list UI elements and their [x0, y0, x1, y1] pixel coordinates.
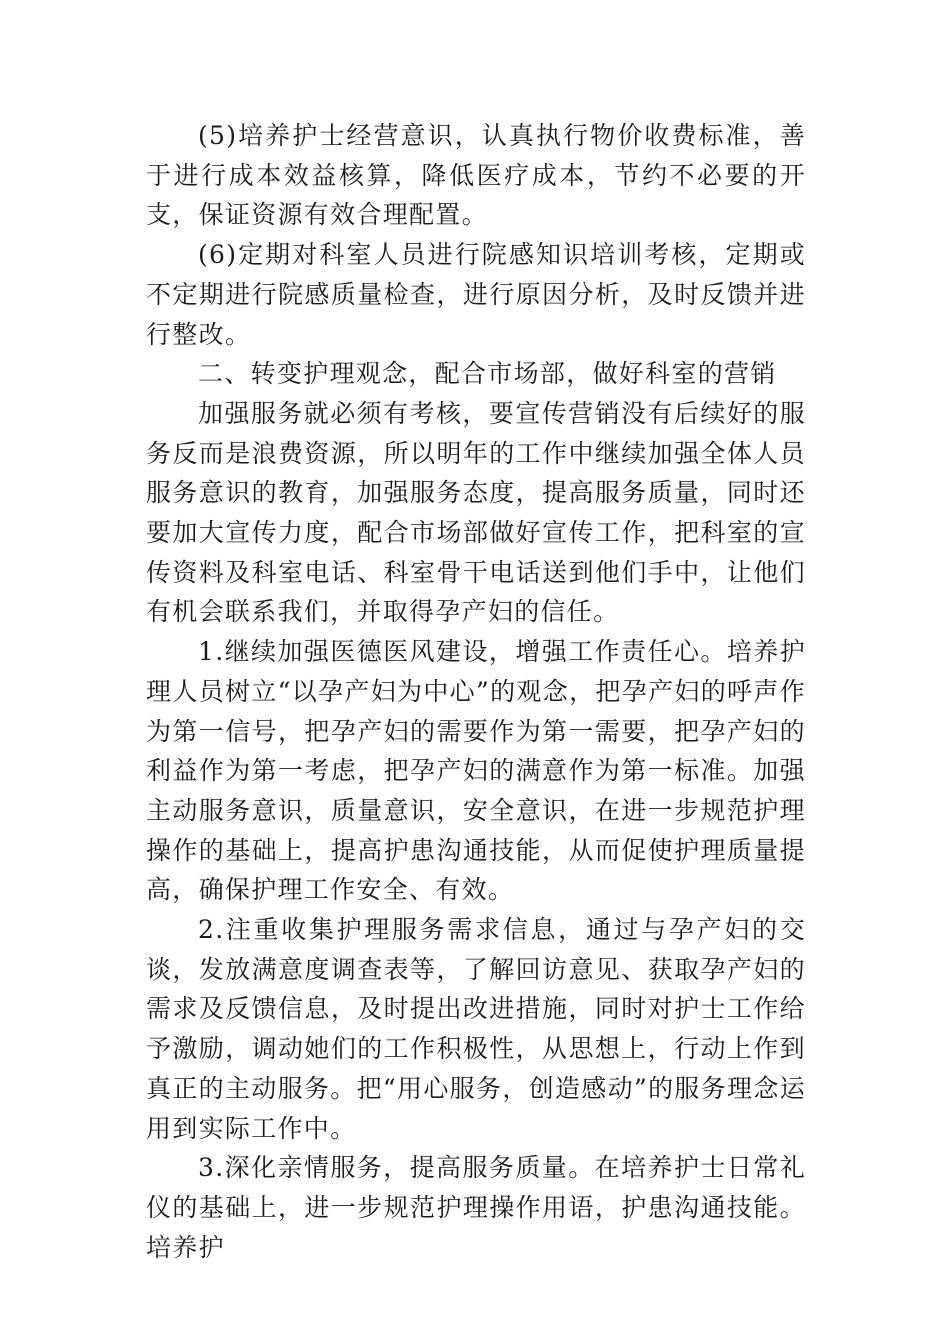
paragraph-item-5: (5)培养护士经营意识，认真执行物价收费标准，善于进行成本效益核算，降低医疗成本，节约不必要的开支，保证资源有效合理配置。 — [146, 121, 806, 230]
paragraph-point-2: 2.注重收集护理服务需求信息，通过与孕产妇的交谈，发放满意度调查表等，了解回访意见、获取孕产妇的需求及反馈信息，及时提出改进措施，同时对护士工作给予激励，调动她们的工作积极性，从思想上，行动上作到真正的主动服务。把“用心服务，创造感动”的服务理念运用到实际工作中。 — [146, 915, 806, 1143]
paragraph-point-1: 1.继续加强医德医风建设，增强工作责任心。培养护理人员树立“以孕产妇为中心”的观念，把孕产妇的呼声作为第一信号，把孕产妇的需要作为第一需要，把孕产妇的利益作为第一考虑，把孕产妇的满意作为第一标准。加强主动服务意识，质量意识，安全意识，在进一步规范护理操作的基础上，提高护患沟通技能，从而促使护理质量提高，确保护理工作安全、有效。 — [146, 637, 806, 905]
paragraph-item-6: (6)定期对科室人员进行院感知识培训考核，定期或不定期进行院感质量检查，进行原因分析，及时反馈并进行整改。 — [146, 240, 806, 349]
paragraph-point-3: 3.深化亲情服务，提高服务质量。在培养护士日常礼仪的基础上，进一步规范护理操作用语，护患沟通技能。培养护 — [146, 1153, 806, 1262]
document-body — [146, 116, 806, 1267]
paragraph-marketing: 加强服务就必须有考核，要宣传营销没有后续好的服务反而是浪费资源，所以明年的工作中继续加强全体人员服务意识的教育，加强服务态度，提高服务质量，同时还要加大宣传力度，配合市场部做好宣传工作，把科室的宣传资料及科室电话、科室骨干电话送到他们手中，让他们有机会联系我们，并取得孕产妇的信任。 — [146, 398, 806, 627]
section-heading-2: 二、转变护理观念，配合市场部，做好科室的营销 — [198, 359, 777, 389]
